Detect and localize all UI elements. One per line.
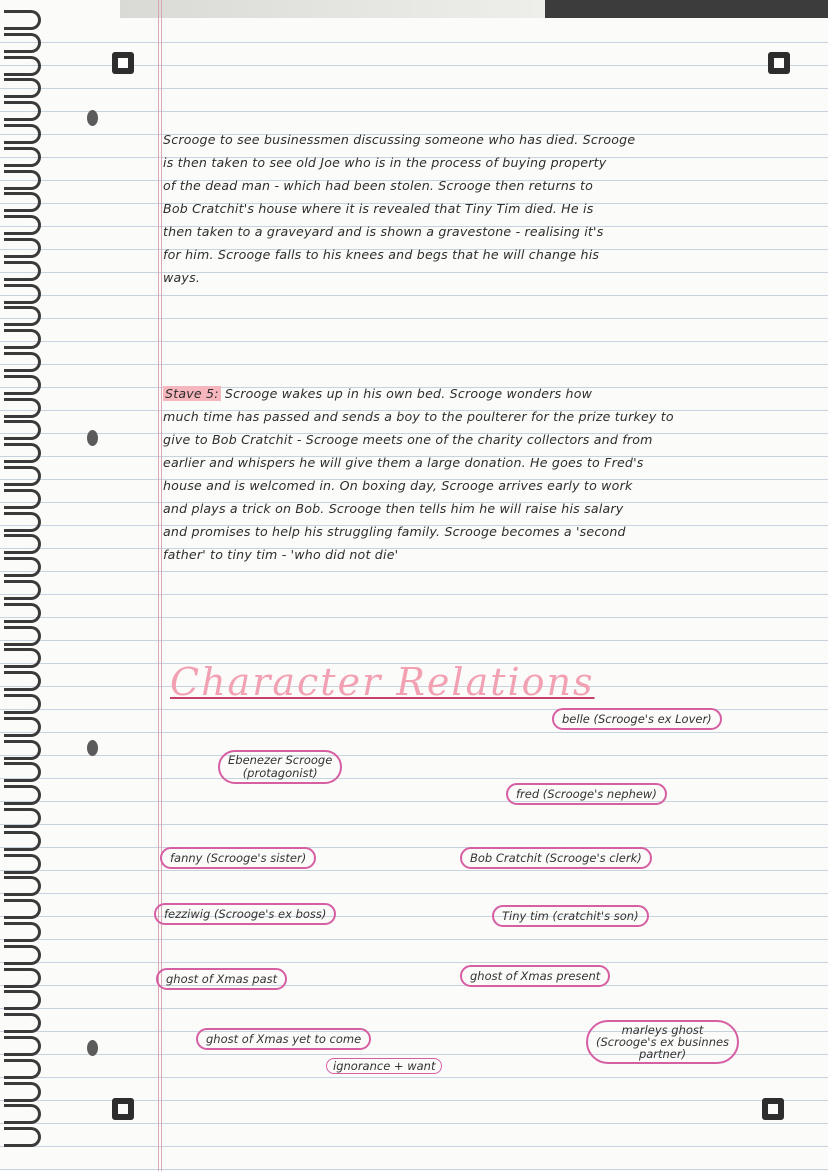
text-line: and plays a trick on Bob. Scrooge then tells him he will raise his salary	[163, 501, 624, 516]
spiral-coil	[4, 876, 41, 896]
text-line: for him. Scrooge falls to his knees and begs that he will change his	[163, 247, 600, 262]
spiral-coil	[4, 398, 41, 418]
spiral-coil	[4, 580, 41, 600]
text-line: Bob Cratchit's house where it is revealed that Tiny Tim died. He is	[163, 201, 594, 216]
spiral-coil	[4, 922, 41, 942]
spiral-coil	[4, 101, 41, 121]
spiral-coil	[4, 534, 41, 554]
spiral-coil	[4, 78, 41, 98]
spiral-coil	[4, 762, 41, 782]
character-bubble-fezziwig: fezziwig (Scrooge's ex boss)	[154, 903, 336, 925]
text-line: Scrooge to see businessmen discussing someone who has died. Scrooge	[163, 132, 636, 147]
stave5-paragraph	[163, 382, 793, 566]
section-heading: Character Relations	[170, 660, 595, 704]
character-bubble-marley	[586, 1020, 739, 1064]
character-bubble-ghost-yet-to-come: ghost of Xmas yet to come	[196, 1028, 371, 1050]
spiral-coil	[4, 671, 41, 691]
character-role: (protagonist)	[242, 766, 318, 780]
character-bubble-ignorance-want: ignorance + want	[326, 1058, 442, 1074]
spiral-coil	[4, 1059, 41, 1079]
spiral-coil	[4, 1082, 41, 1102]
spiral-coil	[4, 1013, 41, 1033]
character-bubble-belle: belle (Scrooge's ex Lover)	[552, 708, 722, 730]
punch-hole	[87, 430, 98, 446]
spiral-coil	[4, 1036, 41, 1056]
spiral-coil	[4, 968, 41, 988]
punch-hole	[87, 740, 98, 756]
text-line: is then taken to see old Joe who is in the process of buying property	[163, 155, 607, 170]
spiral-coil	[4, 694, 41, 714]
text-line-rest: Scrooge wakes up in his own bed. Scrooge wonders how	[220, 386, 593, 401]
spiral-coil	[4, 1104, 41, 1124]
notes-paragraph	[163, 128, 793, 289]
spiral-coil	[4, 170, 41, 190]
text-line: father' to tiny tim - 'who did not die'	[163, 547, 399, 562]
character-bubble-bob-cratchit: Bob Cratchit (Scrooge's clerk)	[460, 847, 652, 869]
spiral-binding	[0, 10, 50, 1160]
character-bubble-ghost-past: ghost of Xmas past	[156, 968, 287, 990]
text-line: of the dead man - which had been stolen. Scrooge then returns to	[163, 178, 594, 193]
spiral-coil	[4, 512, 41, 532]
spiral-coil	[4, 648, 41, 668]
spiral-coil	[4, 717, 41, 737]
character-bubble-ghost-present: ghost of Xmas present	[460, 965, 610, 987]
background-edge	[120, 0, 828, 18]
spiral-coil	[4, 466, 41, 486]
spiral-coil	[4, 238, 41, 258]
text-line: and promises to help his struggling family. Scrooge becomes a 'second	[163, 524, 626, 539]
text-line: give to Bob Cratchit - Scrooge meets one of the charity collectors and from	[163, 432, 653, 447]
spiral-coil	[4, 329, 41, 349]
text-line: ways.	[163, 270, 201, 285]
spiral-coil	[4, 489, 41, 509]
character-name: Ebenezer Scrooge	[228, 753, 333, 767]
spiral-coil	[4, 284, 41, 304]
spiral-coil	[4, 854, 41, 874]
spiral-coil	[4, 899, 41, 919]
spiral-coil	[4, 603, 41, 623]
spiral-coil	[4, 945, 41, 965]
spiral-coil	[4, 990, 41, 1010]
character-bubble-fred: fred (Scrooge's nephew)	[506, 783, 667, 805]
stave-label: Stave 5:	[165, 386, 219, 401]
corner-marker-icon	[112, 52, 134, 74]
spiral-coil	[4, 740, 41, 760]
corner-marker-icon	[762, 1098, 784, 1120]
character-bubble-scrooge	[218, 750, 342, 784]
text-line: house and is welcomed in. On boxing day, Scrooge arrives early to work	[163, 478, 633, 493]
character-bubble-tiny-tim: Tiny tim (cratchit's son)	[492, 905, 649, 927]
character-name: marleys ghost	[621, 1023, 704, 1037]
spiral-coil	[4, 192, 41, 212]
character-role: (Scrooge's ex businnes	[596, 1035, 730, 1049]
spiral-coil	[4, 10, 41, 30]
spiral-coil	[4, 626, 41, 646]
spiral-coil	[4, 147, 41, 167]
spiral-coil	[4, 261, 41, 281]
spiral-coil	[4, 375, 41, 395]
text-line: earlier and whispers he will give them a large donation. He goes to Fred's	[163, 455, 644, 470]
spiral-coil	[4, 557, 41, 577]
spiral-coil	[4, 808, 41, 828]
spiral-coil	[4, 420, 41, 440]
text-line	[163, 382, 793, 405]
margin-line	[158, 0, 159, 1171]
spiral-coil	[4, 352, 41, 372]
spiral-coil	[4, 56, 41, 76]
text-line: then taken to a graveyard and is shown a gravestone - realising it's	[163, 224, 604, 239]
corner-marker-icon	[768, 52, 790, 74]
spiral-coil	[4, 831, 41, 851]
margin-line	[161, 0, 162, 1171]
corner-marker-icon	[112, 1098, 134, 1120]
punch-hole	[87, 1040, 98, 1056]
spiral-coil	[4, 443, 41, 463]
spiral-coil	[4, 33, 41, 53]
character-bubble-fanny: fanny (Scrooge's sister)	[160, 847, 316, 869]
spiral-coil	[4, 124, 41, 144]
spiral-coil	[4, 785, 41, 805]
spiral-coil	[4, 306, 41, 326]
text-line: much time has passed and sends a boy to the poulterer for the prize turkey to	[163, 409, 674, 424]
character-role: partner)	[638, 1047, 687, 1061]
spiral-coil	[4, 215, 41, 235]
punch-hole	[87, 110, 98, 126]
spiral-coil	[4, 1127, 41, 1147]
